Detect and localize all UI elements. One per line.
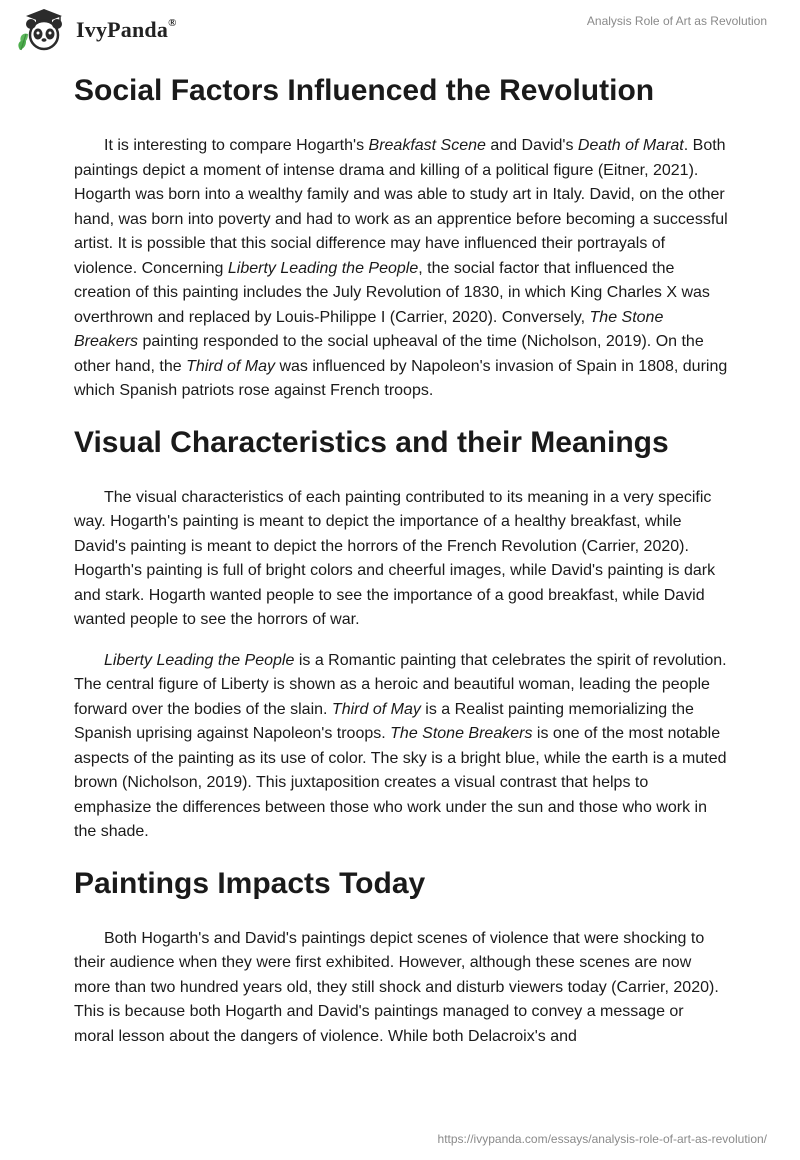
section-paintings-impacts [74,863,728,1050]
section-heading: Social Factors Influenced the Revolution [74,74,655,107]
section-social-factors [74,70,728,404]
paragraph: It is interesting to compare Hogarth's Breakfast Scene and David's Death of Marat. Both paintings depict a moment of intense drama and killing of a political figure (Eitner, 2021). Hogarth was born into a wealthy family and was able to study art in Italy. David, on the other hand, was born into poverty and had to work as an apprentice before becoming a successful artist. It is possible that this social difference may have influenced their portrayals of violence. Concerning Liberty Leading the People, the social factor that influenced the creation of this painting includes the July Revolution of 1830, in which King Charles X was overthrown and replaced by Louis-Philippe I (Carrier, 2020). Conversely, The Stone Breakers painting responded to the social upheaval of the time (Nicholson, 2019). On the other hand, the Third of May was influenced by Napoleon's invasion of Spain in 1808, during which Spanish patriots rose against French troops. [74,137,728,399]
source-url-link[interactable]: https://ivypanda.com/essays/analysis-role-of-art-as-revolution/ [437,1132,767,1146]
paragraph: The visual characteristics of each painting contributed to its meaning in a very specific way. Hogarth's painting is meant to depict the importance of a healthy breakfast, while David's painting is meant to depict the horrors of the French Revolution (Carrier, 2020). Hogarth's painting is full of bright colors and cheerful images, while David's painting is dark and stark. Hogarth wanted people to see the importance of a good breakfast, while David wanted people to see the horrors of war. [74,488,716,628]
painting-title: Liberty Leading the People [227,259,419,277]
brand-name: IvyPanda® [76,16,177,42]
painting-title: The Stone Breakers [390,725,533,742]
running-title: Analysis Role of Art as Revolution [586,14,767,28]
painting-title: Breakfast Scene [368,137,486,154]
section-visual-characteristics [74,422,728,845]
painting-title: The Stone Breakers [74,308,664,350]
ivypanda-logo[interactable] [16,8,177,52]
essay-content [74,70,728,1049]
painting-title: Third of May [186,357,276,375]
panda-graduation-cap-icon [16,8,72,52]
painting-title: Third of May [331,700,421,718]
painting-title: Liberty Leading the People [104,651,295,669]
paragraph: Both Hogarth's and David's paintings depict scenes of violence that were shocking to their audience when they were first exhibited. However, although these scenes are now more than two hundred years old, they still shock and disturb viewers today (Carrier, 2020). This is because both Hogarth and David's paintings managed to convey a message or moral lesson about the dangers of violence. While both Delacroix's and [74,929,719,1045]
section-heading: Paintings Impacts Today [74,866,426,900]
page-header [0,0,800,60]
section-heading: Visual Characteristics and their Meanings [74,425,669,459]
painting-title: Death of Marat [577,137,684,154]
paragraph: Liberty Leading the People is a Romantic painting that celebrates the spirit of revolution. The central figure of Liberty is shown as a heroic and beautiful woman, leading the people forward over the bodies of the slain. Third of May is a Realist painting memorializing the Spanish uprising against Napoleon's troops. The Stone Breakers is one of the most notable aspects of the painting as its use of color. The sky is a bright blue, while the earth is a muted brown (Nicholson, 2019). This juxtaposition creates a visual contrast that helps to emphasize the differences between those who work under the sun and those who work in the shade. [74,651,727,840]
